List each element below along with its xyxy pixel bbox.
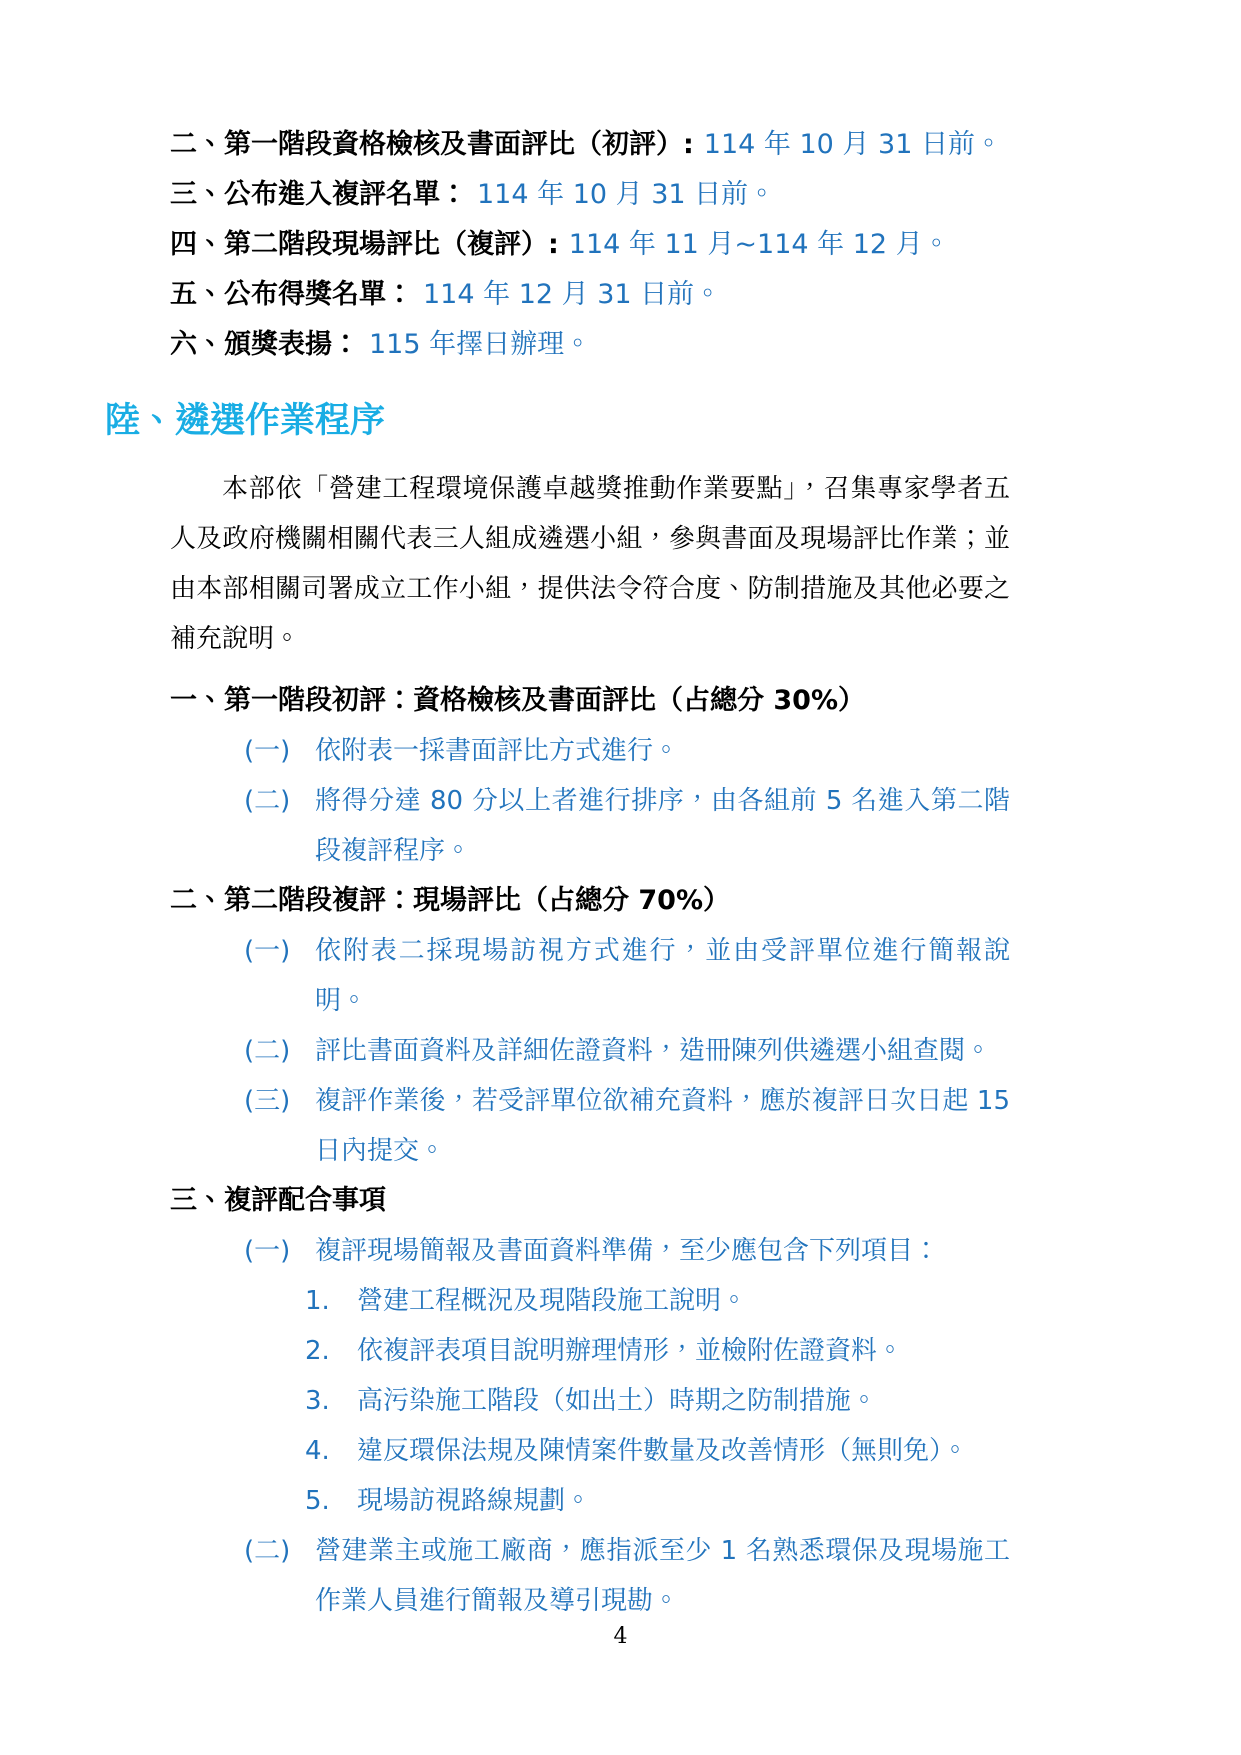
item-heading-3: 三、複評配合事項 xyxy=(170,1185,386,1216)
numbered-item-text: 高污染施工階段（如出土）時期之防制措施。 xyxy=(357,1386,878,1416)
sub-item xyxy=(170,1026,1010,1076)
schedule-item xyxy=(170,270,1010,320)
numbered-item-text: 違反環保法規及陳情案件數量及改善情形（無則免）。 xyxy=(357,1436,969,1466)
sub-item-text: 依附表二採現場訪視方式進行，並由受評單位進行簡報說明。 xyxy=(315,936,1010,1016)
schedule-item xyxy=(170,320,1010,370)
numbered-item xyxy=(170,1426,1010,1476)
sub-item-marker: (一) xyxy=(244,736,291,766)
sub-item-text: 評比書面資料及詳細佐證資料，造冊陳列供遴選小組查閱。 xyxy=(315,1036,992,1066)
sub-item-text: 複評現場簡報及書面資料準備，至少應包含下列項目： xyxy=(315,1236,940,1266)
sub-item-marker: (一) xyxy=(244,1236,291,1266)
schedule-item-value: 114 年 11 月~114 年 12 月。 xyxy=(568,229,950,260)
numbered-item-marker: 2. xyxy=(305,1336,330,1366)
numbered-item-text: 營建工程概況及現階段施工說明。 xyxy=(357,1286,748,1316)
schedule-item-value: 115 年擇日辦理。 xyxy=(369,329,592,360)
item-heading-2: 二、第二階段複評：現場評比（占總分 70%） xyxy=(170,885,731,916)
numbered-item xyxy=(170,1476,1010,1526)
sub-item-text: 營建業主或施工廠商，應指派至少 1 名熟悉環保及現場施工作業人員進行簡報及導引現勘。 xyxy=(315,1536,1010,1616)
numbered-item-marker: 3. xyxy=(305,1386,330,1416)
item-heading-1: 一、第一階段初評：資格檢核及書面評比（占總分 30%） xyxy=(170,685,866,716)
sub-item-text: 將得分達 80 分以上者進行排序，由各組前 5 名進入第二階段複評程序。 xyxy=(315,786,1010,866)
sub-item xyxy=(170,1526,1010,1626)
sub-item xyxy=(170,1076,1010,1176)
schedule-item-label: 二、第一階段資格檢核及書面評比（初評）: xyxy=(170,129,694,160)
sub-item xyxy=(170,926,1010,1026)
numbered-item-text: 現場訪視路線規劃。 xyxy=(357,1486,592,1516)
sub-item-text: 依附表一採書面評比方式進行。 xyxy=(315,736,680,766)
numbered-item-marker: 1. xyxy=(305,1286,330,1316)
schedule-item-label: 五、公布得獎名單： xyxy=(170,279,413,310)
section-heading: 陸、遴選作業程序 xyxy=(105,401,386,441)
sub-item-text: 複評作業後，若受評單位欲補充資料，應於複評日次日起 15 日內提交。 xyxy=(315,1086,1010,1166)
schedule-item xyxy=(170,120,1010,170)
schedule-list xyxy=(170,120,1010,370)
schedule-item-value: 114 年 10 月 31 日前。 xyxy=(703,129,1002,160)
schedule-item-label: 六、頒獎表揚： xyxy=(170,329,359,360)
sub-item-marker: (二) xyxy=(244,1036,291,1066)
sub-item xyxy=(170,776,1010,876)
sub-item xyxy=(170,726,1010,776)
numbered-item-marker: 4. xyxy=(305,1436,330,1466)
sub-item-marker: (二) xyxy=(244,1536,291,1566)
numbered-item-text: 依複評表項目說明辦理情形，並檢附佐證資料。 xyxy=(357,1336,904,1366)
intro-paragraph: 本部依「營建工程環境保護卓越獎推動作業要點」，召集專家學者五人及政府機關相關代表三人組成遴選小組，參與書面及現場評比作業；並由本部相關司署成立工作小組，提供法令符合度、防制措施及其他必要之補充說明。 xyxy=(170,474,1010,654)
sub-item xyxy=(170,1226,1010,1276)
sub-item-marker: (一) xyxy=(244,936,291,966)
sub-item-marker: (二) xyxy=(244,786,291,816)
numbered-item-marker: 5. xyxy=(305,1486,330,1516)
sub-item-marker: (三) xyxy=(244,1086,291,1116)
schedule-item-value: 114 年 10 月 31 日前。 xyxy=(477,179,776,210)
numbered-item xyxy=(170,1376,1010,1426)
schedule-item-value: 114 年 12 月 31 日前。 xyxy=(423,279,722,310)
schedule-item xyxy=(170,220,1010,270)
page-number: 4 xyxy=(613,1624,628,1649)
numbered-item xyxy=(170,1326,1010,1376)
schedule-item-label: 四、第二階段現場評比（複評）: xyxy=(170,229,559,260)
numbered-item xyxy=(170,1276,1010,1326)
schedule-item-label: 三、公布進入複評名單： xyxy=(170,179,467,210)
schedule-item xyxy=(170,170,1010,220)
document-body xyxy=(105,120,1010,1626)
